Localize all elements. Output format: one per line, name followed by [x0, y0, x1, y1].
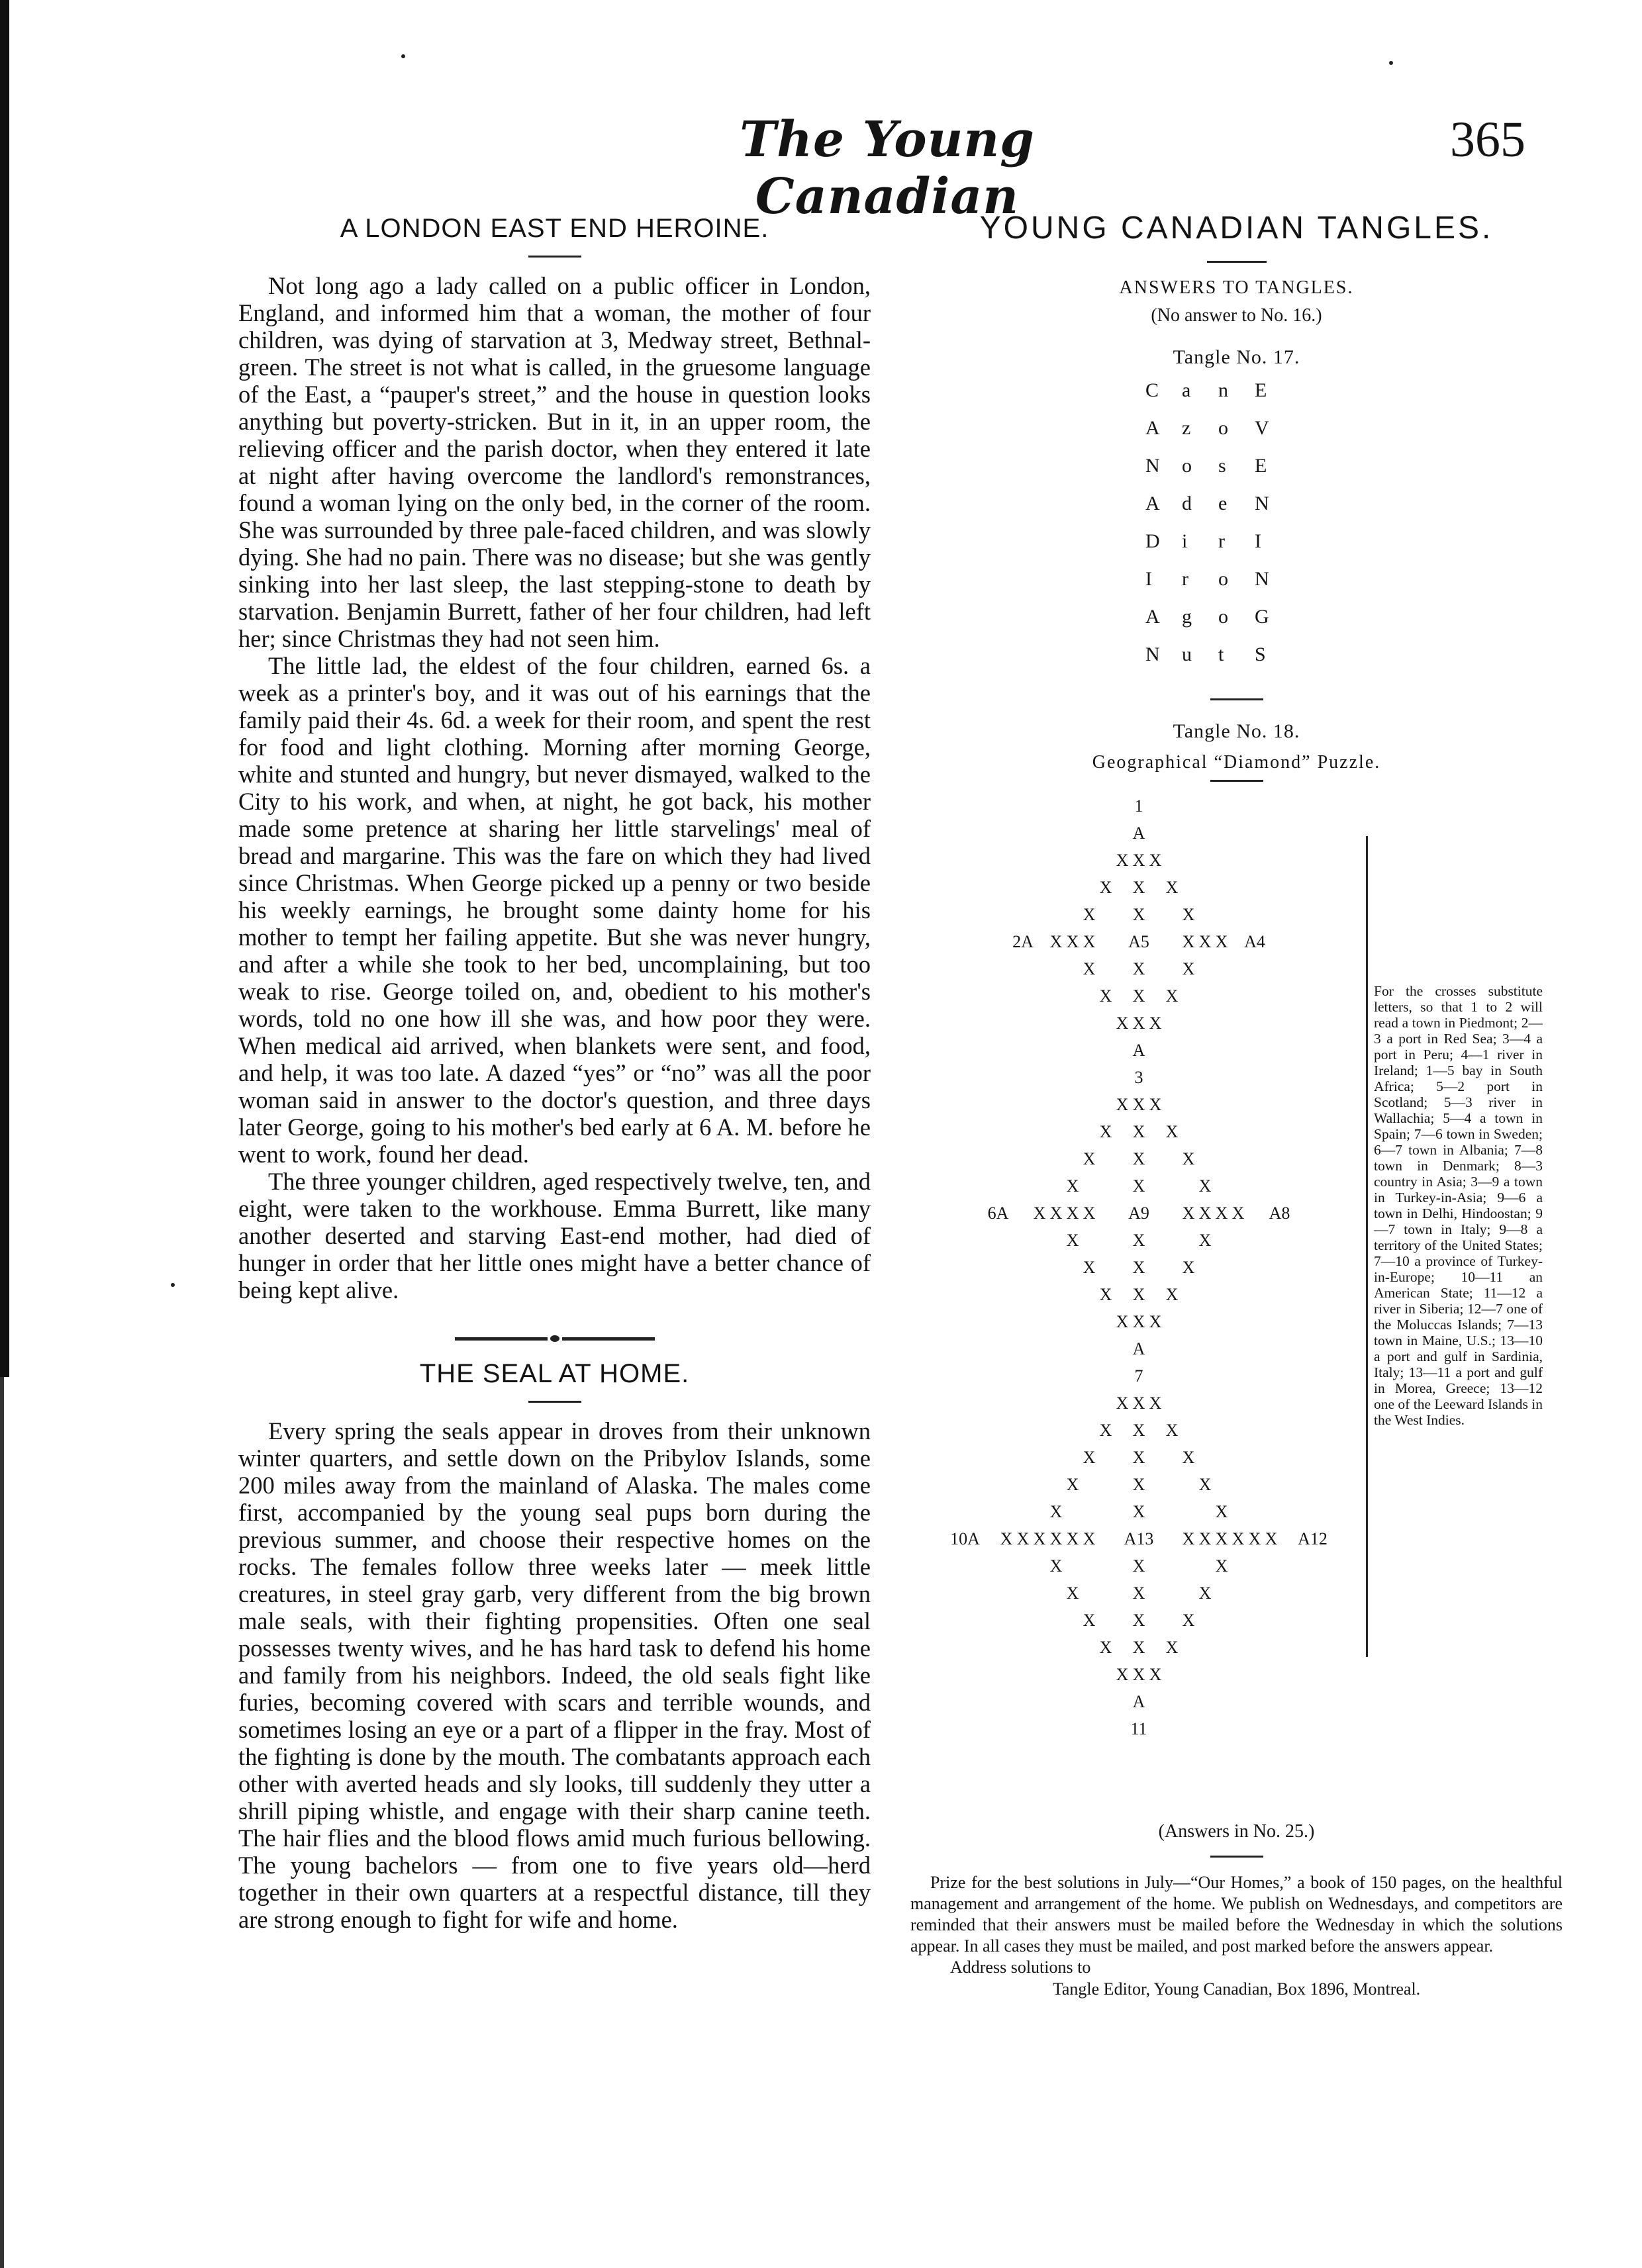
- diamond-cross: X: [1066, 1475, 1079, 1494]
- print-speck: [171, 1283, 175, 1287]
- diamond-cross: X: [1149, 1014, 1162, 1033]
- diamond-cross: X: [1132, 1285, 1145, 1304]
- diamond-cross: X: [1182, 932, 1195, 951]
- acrostic-row: D i r I: [1145, 530, 1261, 552]
- no-answer-note: (No answer to No. 16.): [1151, 305, 1322, 326]
- diamond-cross: X: [1116, 1394, 1129, 1413]
- diamond-label: 6A: [987, 1204, 1009, 1223]
- diamond-cross: X: [1248, 1529, 1261, 1548]
- diamond-cross: X: [1083, 1258, 1096, 1277]
- acrostic-row: A z o V: [1145, 417, 1269, 439]
- diamond-cross: X: [1182, 1258, 1195, 1277]
- diamond-cross: X: [1165, 878, 1179, 897]
- diamond-cross: X: [1016, 1529, 1030, 1548]
- prize-note: Prize for the best solutions in July—“Our Homes,” a book of 150 pages, on the healthful management and arrangement of the home. We publish on Wednesdays, and competitors are reminded that their answers must be mailed before the Wednesday in which the solutions appear. In all cases they must be mailed, and post marked before the answers appear.: [910, 1873, 1563, 1956]
- diamond-label: A4: [1244, 932, 1265, 951]
- diamond-cross: X: [1198, 932, 1212, 951]
- diamond-cross: X: [1083, 932, 1096, 951]
- article-paragraph: Every spring the seals appear in droves from their unknown winter quarters, and settle down on the Pribylov Islands, some 200 miles away from the mainland of Alaska. The males come first, accompanied by the young seal pups born during the previous summer, and choose their respective homes on the rocks. The females follow three weeks later — meek little creatures, in steel gray garb, very different from the big brown male seals, with their fighting propensities. Often one seal possesses twenty wives, and he has hard task to defend his home and family from his neighbors. Indeed, the old seals fight like furies, becoming covered with scars and terrible wounds, and sometimes losing an eye or a part of a flipper in the fray. Most of the fighting is done by the mouth. The combatants approach each other with averted heads and sly looks, till suddenly they utter a shrill piping whistle, and engage with their sharp canine teeth. The hair flies and the blood flows amid much furious bellowing. The young bachelors — from one to five years old—herd together in their own quarters at a respectful distance, till they are strong enough to fight for wife and home.: [238, 1417, 871, 1933]
- diamond-cross: X: [1182, 1611, 1195, 1630]
- diamond-cross: X: [1132, 1122, 1145, 1141]
- diamond-puzzle: [910, 796, 1563, 1816]
- diamond-cross: X: [1116, 1312, 1129, 1331]
- diamond-cross: X: [1132, 1176, 1145, 1196]
- diamond-cross: X: [1033, 1529, 1046, 1548]
- diamond-cross: X: [1083, 959, 1096, 978]
- diamond-cross: X: [1215, 1556, 1228, 1576]
- diamond-cross: X: [1116, 1014, 1129, 1033]
- diamond-cross: X: [1198, 1231, 1212, 1250]
- diamond-cross: X: [1132, 1258, 1145, 1277]
- title-rule: [1207, 261, 1267, 263]
- diamond-cross: X: [1132, 851, 1145, 870]
- diamond-cross: X: [1182, 1529, 1195, 1548]
- diamond-cross: X: [1149, 1394, 1162, 1413]
- diamond-cross: X: [1132, 1475, 1145, 1494]
- diamond-cross: X: [1116, 851, 1129, 870]
- diamond-cross: X: [1182, 1448, 1195, 1467]
- print-speck: [1389, 61, 1393, 65]
- diamond-cross: X: [1149, 851, 1162, 870]
- tangles-title: YOUNG CANADIAN TANGLES.: [979, 211, 1494, 246]
- diamond-cross: X: [1149, 1665, 1162, 1684]
- acrostic-row: A g o G: [1145, 606, 1269, 628]
- diamond-cross: X: [1132, 878, 1145, 897]
- diamond-cross: X: [1215, 1502, 1228, 1521]
- diamond-label: A9: [1128, 1204, 1149, 1223]
- diamond-label: 11: [1130, 1719, 1147, 1738]
- diamond-label: A: [1132, 1339, 1145, 1358]
- diamond-cross: X: [1198, 1475, 1212, 1494]
- diamond-label: 1: [1134, 796, 1143, 816]
- diamond-cross: X: [1132, 1149, 1145, 1168]
- diamond-cross: X: [1132, 1611, 1145, 1630]
- diamond-cross: X: [1182, 1149, 1195, 1168]
- diamond-label: A: [1132, 1692, 1145, 1711]
- diamond-cross: X: [1198, 1176, 1212, 1196]
- acrostic-row: N o s E: [1145, 455, 1267, 477]
- diamond-label: A: [1132, 824, 1145, 843]
- diamond-cross: X: [1182, 905, 1195, 924]
- diamond-cross: X: [1132, 1556, 1145, 1576]
- diamond-cross: X: [1132, 1394, 1145, 1413]
- diamond-cross: X: [1083, 1204, 1096, 1223]
- diamond-label: A13: [1124, 1529, 1154, 1548]
- diamond-cross: X: [1099, 1638, 1112, 1657]
- section-rule: [1210, 698, 1263, 700]
- diamond-label: A5: [1128, 932, 1149, 951]
- diamond-grid: [910, 796, 1374, 1816]
- diamond-cross: X: [1049, 1556, 1063, 1576]
- tangle-18-subheading: Geographical “Diamond” Puzzle.: [1092, 752, 1381, 773]
- diamond-cross: X: [1182, 959, 1195, 978]
- title-rule: [528, 256, 581, 258]
- diamond-cross: X: [1083, 905, 1096, 924]
- diamond-cross: X: [1083, 1529, 1096, 1548]
- address-label: Address solutions to: [950, 1958, 1091, 1977]
- tangle-17-acrostic: [1145, 379, 1563, 681]
- diamond-cross: X: [1083, 1448, 1096, 1467]
- article-title-seal: THE SEAL AT HOME.: [419, 1359, 690, 1388]
- print-speck: [401, 54, 405, 58]
- diamond-label: A12: [1298, 1529, 1328, 1548]
- masthead-title: The Young Canadian: [740, 111, 1035, 225]
- section-rule: [1210, 780, 1263, 782]
- diamond-cross: X: [1066, 1529, 1079, 1548]
- diamond-cross: X: [1132, 1421, 1145, 1440]
- diamond-label: A8: [1269, 1204, 1290, 1223]
- puzzle-divider-line: [1366, 836, 1368, 1657]
- diamond-cross: X: [1049, 1204, 1063, 1223]
- diamond-cross: X: [1099, 1285, 1112, 1304]
- diamond-cross: X: [1198, 1583, 1212, 1603]
- diamond-cross: X: [1099, 986, 1112, 1006]
- diamond-cross: X: [1182, 1204, 1195, 1223]
- diamond-cross: X: [1033, 1204, 1046, 1223]
- diamond-cross: X: [1049, 1529, 1063, 1548]
- section-rule: [1210, 1856, 1263, 1858]
- diamond-cross: X: [1132, 1638, 1145, 1657]
- puzzle-clue-text: For the crosses substitute letters, so that 1 to 2 will read a town in Piedmont; 2—3 a port in Red Sea; 3—4 a port in Peru; 4—1 river in Ireland; 1—5 bay in South Africa; 5—2 port in Scotland; 5—3 river in Wallachia; 5—4 a town in Spain; 7—6 town in Sweden; 6—7 town in Albania; 7—8 town in Denmark; 8—3 country in Asia; 3—9 a town in Turkey-in-Asia; 9—6 a town in Delhi, Hindoostan; 9—7 town in Italy; 9—8 a territory of the United States; 7—10 a province of Turkey-in-Europe; 10—11 an American State; 11—12 a river in Siberia; 12—7 one of the Moluccas Islands; 7—13 town in Maine, U.S.; 13—10 a port and gulf in Sardinia, Italy; 13—11 a port and gulf in Morea, Greece; 13—12 one of the Leeward Islands in the West Indies.: [1374, 983, 1543, 1428]
- diamond-cross: X: [1198, 1204, 1212, 1223]
- tangle-17-heading: Tangle No. 17.: [1173, 346, 1300, 368]
- diamond-cross: X: [1049, 1502, 1063, 1521]
- page-header: [0, 99, 1642, 225]
- article-paragraph: The little lad, the eldest of the four children, earned 6s. a week as a printer's boy, and it was out of his earnings that the family paid their 4s. 6d. a week for their room, and spent the rest for food and light clothing. Morning after morning George, white and stunted and hungry, but never dismayed, walked to the City to his work, and when, at night, he got back, his mother made some pretence at sharing her little starvelings' meal of bread and margarine. This was the fare on which they had lived since Christmas. When George picked up a penny or two beside his weekly earnings, he brought some dainty home for his mother to tempt her failing appetite. But she was never hungry, and after a while she took to her bed, uncomplaining, but too weak to rise. George toiled on, and, obedient to his mother's words, told no one how ill she was, and how poor they were. When medical aid arrived, when blankets were sent, and food, and help, it was too late. A dazed “yes” or “no” was all the poor woman said in answer to the doctor's question, and three days later George, going to his mother's bed early at 6 A. M. before he went to work, found her dead.: [238, 652, 871, 1168]
- diamond-cross: X: [1165, 1285, 1179, 1304]
- right-column: [910, 209, 1563, 2001]
- diamond-cross: X: [1215, 932, 1228, 951]
- diamond-cross: X: [1232, 1529, 1245, 1548]
- diamond-cross: X: [1165, 986, 1179, 1006]
- diamond-cross: X: [1066, 1231, 1079, 1250]
- diamond-cross: X: [1165, 1421, 1179, 1440]
- diamond-label: 7: [1134, 1366, 1143, 1386]
- diamond-cross: X: [1165, 1122, 1179, 1141]
- acrostic-row: A d e N: [1145, 493, 1269, 514]
- diamond-cross: X: [1132, 1014, 1145, 1033]
- diamond-cross: X: [1215, 1204, 1228, 1223]
- acrostic-row: N u t S: [1145, 643, 1266, 665]
- diamond-cross: X: [1083, 1611, 1096, 1630]
- diamond-cross: X: [1132, 905, 1145, 924]
- article-paragraph: The three younger children, aged respectively twelve, ten, and eight, were taken to the workhouse. Emma Burrett, like many another deserted and starving East-end mother, had died of hunger in order that her little ones might have a better chance of being kept alive.: [238, 1168, 871, 1303]
- diamond-cross: X: [1149, 1312, 1162, 1331]
- diamond-cross: X: [1232, 1204, 1245, 1223]
- diamond-cross: X: [1099, 878, 1112, 897]
- diamond-cross: X: [1049, 932, 1063, 951]
- acrostic-row: I r o N: [1145, 568, 1269, 590]
- diamond-label: A: [1132, 1041, 1145, 1060]
- diamond-cross: X: [1265, 1529, 1278, 1548]
- diamond-cross: X: [1000, 1529, 1013, 1548]
- diamond-cross: X: [1132, 1583, 1145, 1603]
- diamond-cross: X: [1066, 1176, 1079, 1196]
- diamond-cross: X: [1132, 1312, 1145, 1331]
- diamond-cross: X: [1165, 1638, 1179, 1657]
- diamond-cross: X: [1215, 1529, 1228, 1548]
- section-ornament: [238, 1335, 871, 1342]
- tangle-18-heading: Tangle No. 18.: [1173, 720, 1300, 742]
- diamond-cross: X: [1198, 1529, 1212, 1548]
- diamond-cross: X: [1132, 1095, 1145, 1114]
- acrostic-row: C a n E: [1145, 379, 1267, 401]
- editor-address: Tangle Editor, Young Canadian, Box 1896, Montreal.: [1052, 1979, 1421, 1999]
- diamond-cross: X: [1066, 1583, 1079, 1603]
- diamond-cross: X: [1132, 1448, 1145, 1467]
- diamond-cross: X: [1132, 959, 1145, 978]
- article-title-heroine: A LONDON EAST END HEROINE.: [340, 214, 769, 243]
- diamond-cross: X: [1066, 932, 1079, 951]
- diamond-cross: X: [1132, 1665, 1145, 1684]
- diamond-label: 10A: [950, 1529, 980, 1548]
- diamond-cross: X: [1132, 986, 1145, 1006]
- diamond-cross: X: [1083, 1149, 1096, 1168]
- page-spine-edge: [0, 0, 9, 1377]
- title-rule: [528, 1401, 581, 1403]
- diamond-cross: X: [1149, 1095, 1162, 1114]
- diamond-label: 2A: [1012, 932, 1034, 951]
- page-spine-edge-lower: [0, 1377, 4, 2268]
- diamond-cross: X: [1116, 1665, 1129, 1684]
- article-paragraph: Not long ago a lady called on a public officer in London, England, and informed him that a woman, the mother of four children, was dying of starvation at 3, Medway street, Bethnal-green. The street is not what is called, in the gruesome language of the East, a “pauper's street,” and the house in question looks anything but poverty-stricken. But in it, in an upper room, the relieving officer and the parish doctor, when they entered it late at night after having overcome the landlord's remonstrances, found a woman lying on the only bed, in the corner of the room. She was surrounded by three pale-faced children, and was slowly dying. She had no pain. There was no disease; but she was gently sinking into her last sleep, the last stepping-stone to death by starvation. Benjamin Burrett, father of her four children, had left her; since Christmas they had not seen him.: [238, 272, 871, 652]
- answers-in-note: (Answers in No. 25.): [1158, 1821, 1315, 1842]
- diamond-label: 3: [1134, 1068, 1143, 1087]
- diamond-cross: X: [1099, 1122, 1112, 1141]
- diamond-cross: X: [1099, 1421, 1112, 1440]
- diamond-cross: X: [1116, 1095, 1129, 1114]
- diamond-cross: X: [1132, 1502, 1145, 1521]
- left-column: [238, 209, 871, 1933]
- page-number: 365: [1450, 112, 1525, 167]
- diamond-cross: X: [1132, 1231, 1145, 1250]
- diamond-cross: X: [1066, 1204, 1079, 1223]
- answers-heading: ANSWERS TO TANGLES.: [1119, 277, 1354, 298]
